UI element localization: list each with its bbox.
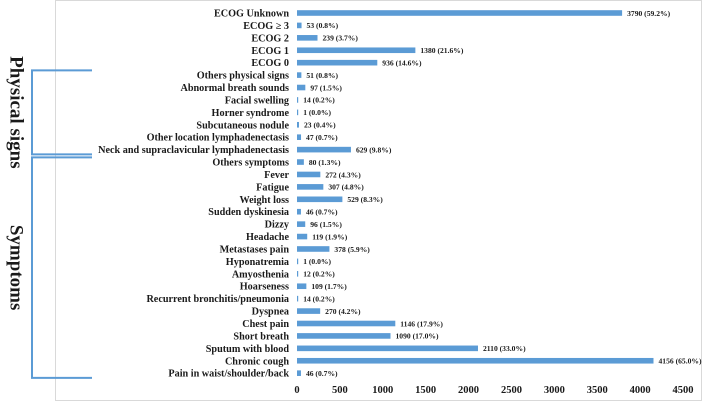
bar xyxy=(297,370,301,376)
bar xyxy=(297,321,395,327)
category-label: ECOG ≥ 3 xyxy=(243,20,289,32)
bar xyxy=(297,259,298,265)
value-label: 4156 (65.0%) xyxy=(658,356,702,366)
x-tick-label: 0 xyxy=(294,385,300,396)
bar xyxy=(297,35,318,41)
value-label: 239 (3.7%) xyxy=(322,33,358,43)
category-label: ECOG 1 xyxy=(251,45,289,57)
category-label: ECOG 2 xyxy=(251,33,289,45)
category-label: Weight loss xyxy=(239,194,289,206)
x-tick-label: 3000 xyxy=(543,385,565,396)
category-label: Short breath xyxy=(233,331,289,343)
category-label: ECOG 0 xyxy=(251,58,289,70)
bar xyxy=(297,346,478,352)
value-label: 51 (0.8%) xyxy=(306,70,339,80)
bar xyxy=(297,72,301,78)
bar xyxy=(297,147,351,153)
category-label: Dizzy xyxy=(264,219,289,231)
value-label: 2110 (33.0%) xyxy=(482,344,526,354)
value-label: 3790 (59.2%) xyxy=(627,8,671,18)
value-label: 119 (1.9%) xyxy=(312,232,348,242)
category-label: Recurrent bronchitis/pneumonia xyxy=(146,294,289,306)
x-tick-label: 4500 xyxy=(672,385,694,396)
value-label: 53 (0.8%) xyxy=(306,21,339,31)
category-label: Sputum with blood xyxy=(205,343,289,355)
x-tick-label: 2000 xyxy=(458,385,480,396)
category-label: Headache xyxy=(245,232,289,244)
value-label: 12 (0.2%) xyxy=(303,269,335,279)
value-label: 270 (4.2%) xyxy=(325,306,361,316)
value-label: 529 (8.3%) xyxy=(347,195,383,205)
category-label: Pain in waist/shoulder/back xyxy=(168,368,289,380)
category-label: Metastases pain xyxy=(219,244,289,256)
value-label: 96 (1.5%) xyxy=(310,219,342,229)
category-label: Sudden dyskinesia xyxy=(208,207,289,219)
category-label: Chest pain xyxy=(242,319,289,330)
category-label: Neck and supraclavicular lymphadenectasis xyxy=(98,145,289,157)
bar xyxy=(297,197,342,203)
x-tick-label: 1500 xyxy=(415,385,437,396)
value-label: 378 (5.9%) xyxy=(334,244,370,254)
category-label: Fever xyxy=(264,169,289,181)
value-label: 97 (1.5%) xyxy=(310,83,342,93)
value-label: 14 (0.2%) xyxy=(303,95,335,105)
x-tick-label: 1000 xyxy=(372,385,394,396)
value-label: 307 (4.8%) xyxy=(328,182,364,192)
value-label: 23 (0.4%) xyxy=(303,120,336,130)
category-label: Dyspnea xyxy=(251,306,289,318)
category-label: Abnormal breath sounds xyxy=(180,83,289,95)
bar xyxy=(297,358,653,364)
x-tick-label: 3500 xyxy=(586,385,608,396)
group-label: Symptoms xyxy=(5,224,27,311)
group-label: Physical signs xyxy=(5,56,27,169)
x-tick-label: 500 xyxy=(332,385,348,396)
bar xyxy=(297,271,298,277)
value-label: 629 (9.8%) xyxy=(355,145,392,155)
category-label: Chronic cough xyxy=(224,356,289,368)
value-label: 46 (0.7%) xyxy=(305,368,338,378)
bar xyxy=(297,308,320,314)
bar xyxy=(297,234,307,240)
bar xyxy=(297,97,298,103)
category-label: Others symptoms xyxy=(212,157,289,169)
category-label: Subcutaneous nodule xyxy=(196,120,289,132)
category-label: Horner syndrome xyxy=(211,107,289,119)
bar xyxy=(297,159,304,165)
value-label: 1380 (21.6%) xyxy=(420,46,464,56)
bar xyxy=(297,10,622,16)
category-label: Hoarseness xyxy=(239,281,289,293)
x-tick-label: 4000 xyxy=(629,385,651,396)
bar xyxy=(297,221,305,227)
bar xyxy=(297,122,299,128)
bar xyxy=(297,172,320,178)
category-label: Others physical signs xyxy=(196,70,289,82)
category-label: Facial swelling xyxy=(224,95,289,107)
value-label: 1090 (17.0%) xyxy=(395,331,439,341)
value-label: 936 (14.6%) xyxy=(382,58,422,68)
category-label: Hyponatremia xyxy=(225,256,289,268)
category-label: Other location lymphadenectasis xyxy=(146,132,289,144)
value-label: 109 (1.7%) xyxy=(311,282,347,292)
bar xyxy=(297,246,329,252)
bar xyxy=(297,60,377,66)
value-label: 46 (0.7%) xyxy=(305,207,338,217)
bar xyxy=(297,85,305,91)
bar xyxy=(297,134,301,140)
bar xyxy=(297,184,323,190)
x-tick-label: 2500 xyxy=(500,385,522,396)
value-label: 80 (1.3%) xyxy=(308,157,341,167)
bar xyxy=(297,47,415,53)
value-label: 47 (0.7%) xyxy=(306,133,338,142)
bar xyxy=(297,333,391,339)
value-label: 1 (0.0%) xyxy=(303,108,332,118)
value-label: 1 (0.0%) xyxy=(303,257,332,267)
category-label: Amyosthenia xyxy=(231,269,289,281)
bar xyxy=(297,296,298,302)
value-label: 14 (0.2%) xyxy=(303,294,335,304)
category-label: Fatigue xyxy=(256,182,289,194)
bar xyxy=(297,110,298,116)
category-label: ECOG Unknown xyxy=(213,8,289,20)
bar xyxy=(297,23,302,29)
value-label: 1146 (17.9%) xyxy=(400,319,443,329)
bar xyxy=(297,209,301,215)
bar xyxy=(297,283,306,289)
value-label: 272 (4.3%) xyxy=(325,170,361,180)
